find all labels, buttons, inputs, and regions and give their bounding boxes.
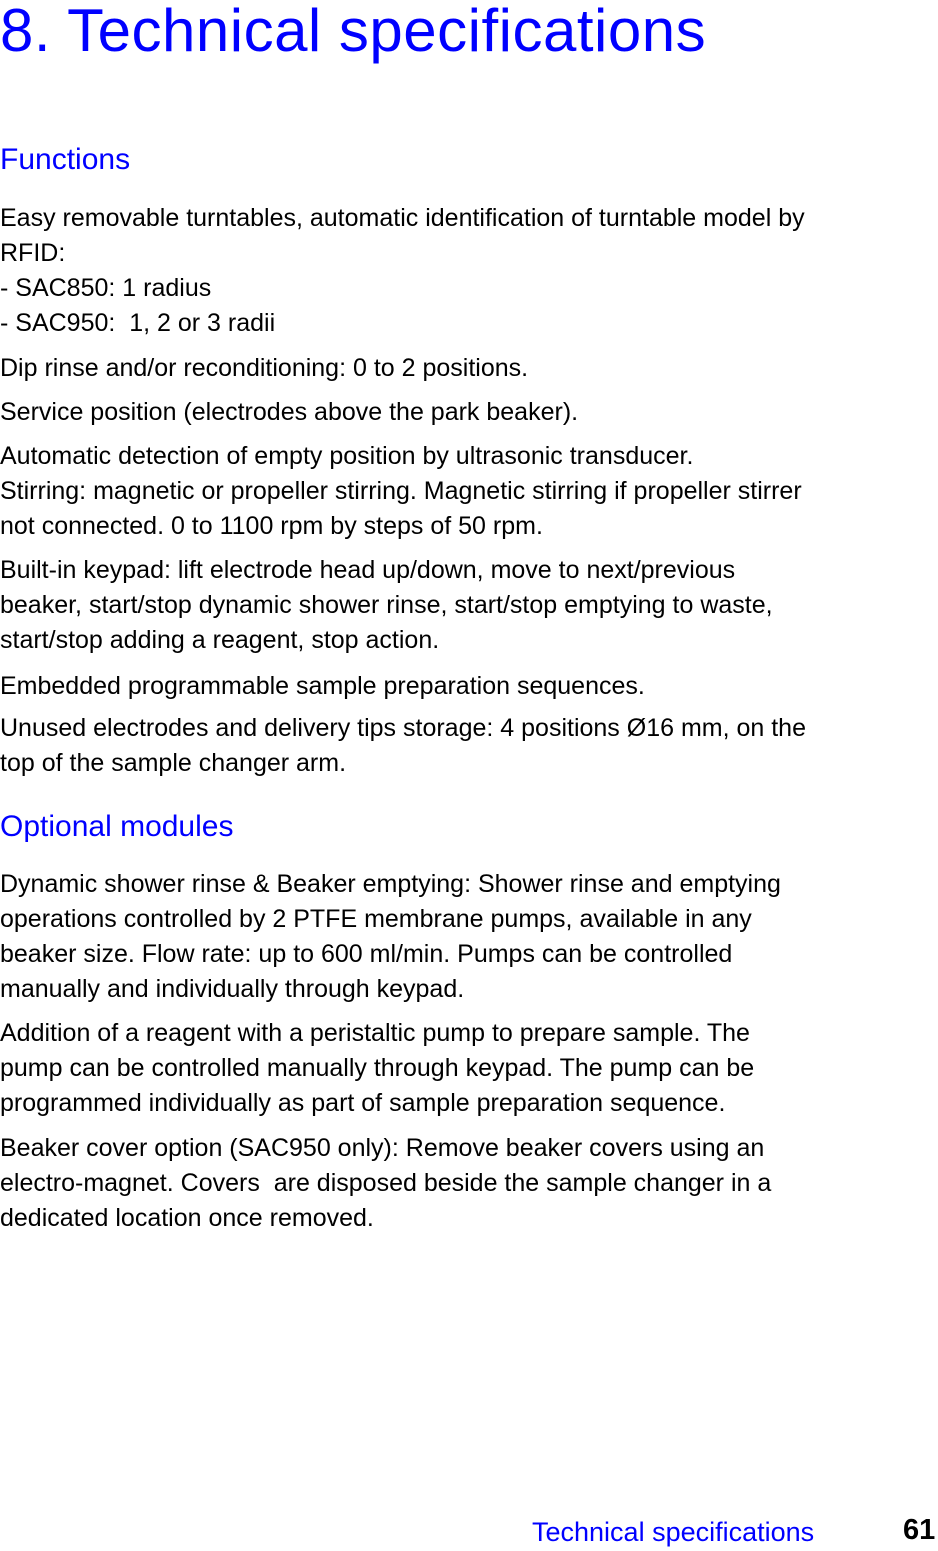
text-line: dedicated location once removed. <box>0 1204 374 1232</box>
text-line: Unused electrodes and delivery tips storage: 4 positions Ø16 mm, on the <box>0 714 806 742</box>
text-line: pump can be controlled manually through keypad. The pump can be <box>0 1054 755 1082</box>
paragraph-sequences <box>0 669 938 704</box>
text-line: Built-in keypad: lift electrode head up/down, move to next/previous <box>0 556 736 584</box>
text-line: not connected. 0 to 1100 rpm by steps of 50 rpm. <box>0 512 543 540</box>
text-line: Dynamic shower rinse & Beaker emptying: Shower rinse and emptying <box>0 870 781 898</box>
text-line: manually and individually through keypad. <box>0 975 465 1003</box>
text-line: Beaker cover option (SAC950 only): Remove beaker covers using an <box>0 1134 765 1162</box>
page-number: 61 <box>903 1514 936 1546</box>
section-heading-optional-modules: Optional modules <box>0 810 234 843</box>
paragraph-keypad <box>0 553 938 658</box>
text-line: Stirring: magnetic or propeller stirring. Magnetic stirring if propeller stirrer <box>0 477 802 505</box>
paragraph-detection-stirring <box>0 439 938 544</box>
footer-section-label: Technical specifications <box>532 1517 815 1547</box>
text-line: Dip rinse and/or reconditioning: 0 to 2 positions. <box>0 354 529 382</box>
paragraph-reagent-pump <box>0 1016 938 1121</box>
text-line: beaker size. Flow rate: up to 600 ml/min. Pumps can be controlled <box>0 940 733 968</box>
paragraph-storage <box>0 711 938 781</box>
text-line: top of the sample changer arm. <box>0 749 347 777</box>
text-line: Automatic detection of empty position by ultrasonic transducer. <box>0 442 694 470</box>
text-line: Easy removable turntables, automatic identification of turntable model by <box>0 204 805 232</box>
text-line: start/stop adding a reagent, stop action. <box>0 626 440 654</box>
text-line: - SAC950: 1, 2 or 3 radii <box>0 309 276 337</box>
text-line: Service position (electrodes above the park beaker). <box>0 398 579 426</box>
text-line: Embedded programmable sample preparation sequences. <box>0 672 645 700</box>
text-line: electro-magnet. Covers are disposed beside the sample changer in a <box>0 1169 772 1197</box>
page-title: 8. Technical specifications <box>0 0 707 64</box>
section-heading-functions: Functions <box>0 143 131 176</box>
paragraph-beaker-cover <box>0 1131 938 1236</box>
text-line: beaker, start/stop dynamic shower rinse, start/stop emptying to waste, <box>0 591 773 619</box>
text-line: RFID: <box>0 239 66 267</box>
text-line: Addition of a reagent with a peristaltic pump to prepare sample. The <box>0 1019 750 1047</box>
text-line: - SAC850: 1 radius <box>0 274 212 302</box>
text-line: operations controlled by 2 PTFE membrane pumps, available in any <box>0 905 752 933</box>
paragraph-dip-rinse <box>0 351 938 386</box>
text-line: programmed individually as part of sample preparation sequence. <box>0 1089 726 1117</box>
paragraph-shower-rinse <box>0 867 938 1007</box>
paragraph-turntables <box>0 201 938 341</box>
paragraph-service-position <box>0 395 938 430</box>
